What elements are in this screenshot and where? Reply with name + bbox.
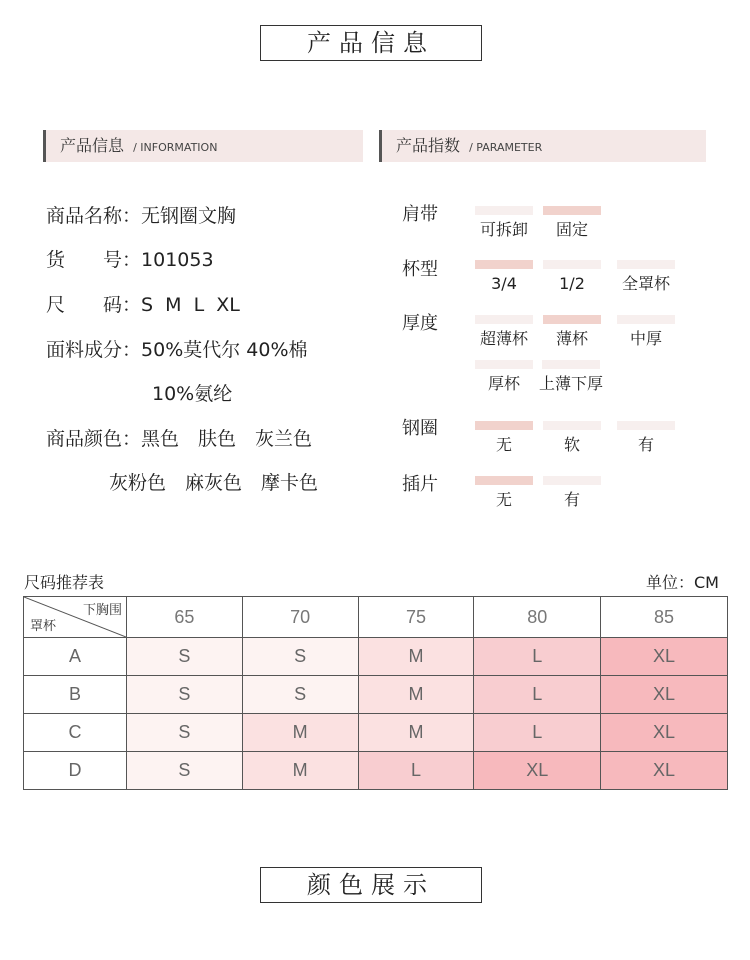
info-label: 尺 码： — [46, 294, 142, 316]
param-option-label: 超薄杯 — [479, 329, 528, 348]
row-cup: B — [24, 676, 127, 714]
param-option — [543, 315, 601, 348]
info-value: 无钢圈文胸 — [141, 205, 237, 227]
info-value: S M L XL — [141, 294, 240, 316]
param-option — [543, 421, 601, 454]
param-option — [543, 476, 601, 509]
info-label: 面料成分： — [46, 339, 142, 361]
row-cup: C — [24, 714, 127, 752]
info-row-sku — [46, 245, 214, 272]
option-indicator-bar — [475, 360, 533, 369]
info-row-fabric-cont — [152, 379, 232, 406]
param-option — [543, 260, 601, 293]
param-option — [617, 315, 675, 348]
selected-indicator-bar — [475, 476, 533, 485]
row-cup: D — [24, 752, 127, 790]
col-header: 65 — [127, 597, 243, 638]
page-title: 产品信息 — [260, 25, 482, 61]
selected-indicator-bar — [475, 260, 533, 269]
selected-indicator-bar — [475, 421, 533, 430]
option-indicator-bar — [617, 315, 675, 324]
info-section-en: / INFORMATION — [133, 141, 218, 154]
size-cell: L — [474, 714, 601, 752]
size-cell: S — [242, 676, 358, 714]
param-label-wire: 钢圈 — [402, 418, 438, 439]
info-value: 灰粉色 麻灰色 摩卡色 — [109, 472, 319, 494]
size-cell: M — [242, 714, 358, 752]
info-value: 50%莫代尔 40%棉 — [141, 339, 308, 361]
size-cell: M — [358, 638, 474, 676]
size-cell: S — [127, 676, 243, 714]
param-option — [475, 421, 533, 454]
option-indicator-bar — [543, 260, 601, 269]
param-option-label: 可拆卸 — [479, 220, 528, 239]
info-row-name — [46, 201, 236, 228]
info-section-title: 产品信息 — [60, 136, 125, 155]
info-row-size — [46, 290, 240, 317]
info-label: 商品名称： — [46, 205, 142, 227]
size-cell: M — [242, 752, 358, 790]
size-cell: L — [474, 638, 601, 676]
table-row — [24, 714, 728, 752]
row-cup: A — [24, 638, 127, 676]
param-option-label: 上薄下厚 — [538, 374, 603, 393]
size-table-title: 尺码推荐表 — [24, 573, 105, 592]
param-option-label: 3/4 — [491, 274, 517, 293]
size-cell: XL — [601, 676, 728, 714]
param-option-label: 无 — [495, 490, 512, 509]
param-option-label: 1/2 — [559, 274, 585, 293]
info-value: 101053 — [141, 249, 214, 271]
col-header: 70 — [242, 597, 358, 638]
param-option-label: 薄杯 — [555, 329, 588, 348]
param-option-label: 软 — [563, 435, 580, 454]
param-section-title: 产品指数 — [396, 136, 461, 155]
param-option — [475, 315, 533, 348]
size-cell: L — [358, 752, 474, 790]
selected-indicator-bar — [543, 315, 601, 324]
color-display-title: 颜色展示 — [260, 867, 482, 903]
corner-bottom-label: 罩杯 — [30, 618, 57, 633]
col-header: 80 — [474, 597, 601, 638]
param-label-strap: 肩带 — [402, 204, 438, 225]
col-header: 75 — [358, 597, 474, 638]
param-label-thickness: 厚度 — [402, 313, 438, 334]
option-indicator-bar — [617, 260, 675, 269]
info-value: 黑色 肤色 灰兰色 — [141, 428, 313, 450]
size-cell: S — [127, 638, 243, 676]
info-label: 商品颜色： — [46, 428, 142, 450]
option-indicator-bar — [543, 476, 601, 485]
param-option — [475, 476, 533, 509]
size-cell: S — [127, 714, 243, 752]
param-section-header — [379, 130, 706, 162]
param-option-label: 固定 — [555, 220, 588, 239]
size-table-unit: 单位：CM — [646, 573, 719, 592]
size-cell: M — [358, 676, 474, 714]
param-option — [617, 260, 675, 293]
param-option-label: 中厚 — [629, 329, 662, 348]
info-row-colors-cont — [109, 468, 318, 495]
selected-indicator-bar — [543, 206, 601, 215]
param-option-label: 有 — [563, 490, 580, 509]
info-value: 10%氨纶 — [152, 383, 233, 405]
option-indicator-bar — [617, 421, 675, 430]
size-cell: XL — [601, 752, 728, 790]
option-indicator-bar — [542, 360, 600, 369]
option-indicator-bar — [475, 315, 533, 324]
option-indicator-bar — [543, 421, 601, 430]
param-option-label: 有 — [637, 435, 654, 454]
param-option — [617, 421, 675, 454]
size-cell: S — [242, 638, 358, 676]
param-option-label: 无 — [495, 435, 512, 454]
table-row — [24, 638, 728, 676]
size-cell: S — [127, 752, 243, 790]
size-table — [23, 596, 728, 790]
size-cell: XL — [601, 714, 728, 752]
param-option — [475, 260, 533, 293]
size-cell: XL — [474, 752, 601, 790]
table-corner-cell — [24, 597, 127, 638]
param-option — [535, 360, 607, 393]
param-option — [475, 360, 533, 393]
param-label-pad: 插片 — [402, 474, 438, 495]
info-row-fabric — [46, 335, 308, 362]
corner-top-label: 下胸围 — [82, 602, 122, 617]
col-header: 85 — [601, 597, 728, 638]
size-cell: L — [474, 676, 601, 714]
size-cell: M — [358, 714, 474, 752]
table-row — [24, 676, 728, 714]
info-label: 货 号： — [46, 249, 142, 271]
param-option-label: 厚杯 — [487, 374, 520, 393]
table-row — [24, 752, 728, 790]
param-section-en: / PARAMETER — [469, 141, 543, 154]
size-cell: XL — [601, 638, 728, 676]
param-option-label: 全罩杯 — [621, 274, 670, 293]
option-indicator-bar — [475, 206, 533, 215]
table-header-row — [24, 597, 728, 638]
param-option — [475, 206, 533, 239]
param-label-cup: 杯型 — [402, 259, 438, 280]
info-section-header — [43, 130, 363, 162]
info-row-colors — [46, 424, 312, 451]
param-option — [543, 206, 601, 239]
